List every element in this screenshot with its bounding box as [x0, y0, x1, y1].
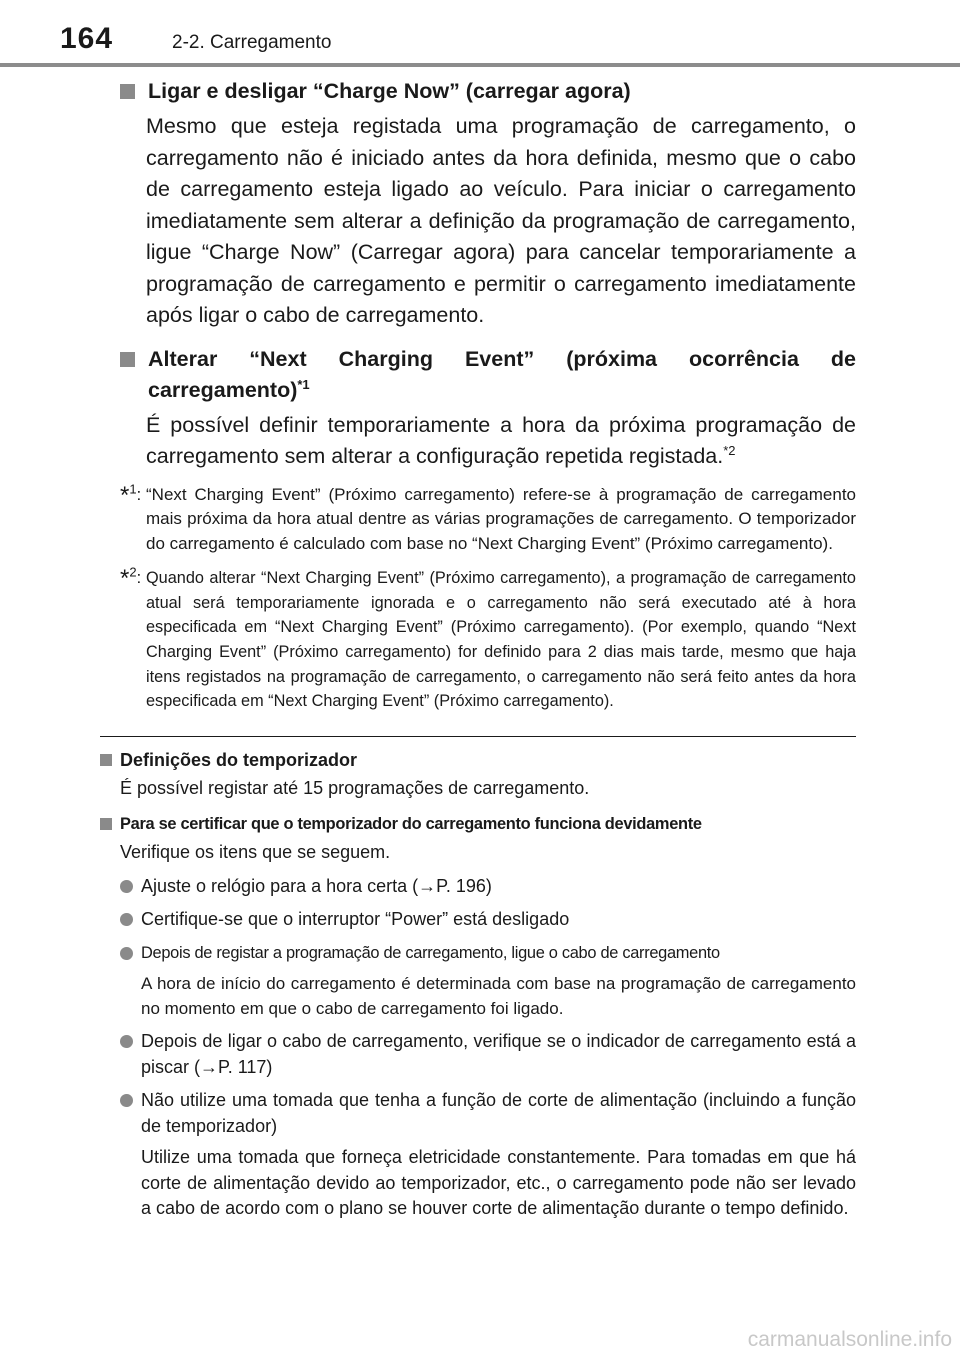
square-bullet-icon [100, 754, 112, 766]
main-content [100, 76, 856, 1222]
round-bullet-icon [120, 913, 133, 926]
heading-next-charging-event-text: Alterar “Next Charging Event” (próxima ocorrência de carregamento) [148, 346, 856, 402]
list-item-detail: A hora de início do carregamento é determinada com base na programação de carregamento no momento em que o cabo de carregamento foi ligado. [141, 974, 856, 1018]
footnote-text: Quando alterar “Next Charging Event” (Próximo carregamento), a programação de carregamento atual será temporariamente ignorada e o carregamento não será executado até à hora especificada em “Next Charging Event” (Próximo carregamento). (Por exemplo, quando “Next Charging Event” (Próximo carregamento) for definido para 2 dias mais tarde, mesmo que haja itens registados na programação de carregamento, o carregamento não será feito antes da hora especificada em “Next Charging Event” (Próximo carregamento). [146, 569, 856, 711]
list-item: Ajuste o relógio para a hora certa (→P. 196) [100, 874, 856, 900]
note-heading-check: Para se certificar que o temporizador do carregamento funciona devidamente [100, 811, 856, 837]
note-heading-timer: Definições do temporizador [100, 747, 856, 773]
next-charging-event-paragraph [146, 410, 856, 473]
divider [100, 736, 856, 737]
footnote-ref: *1 [297, 376, 310, 392]
footnote-mark: *$^2$: [119, 564, 146, 593]
round-bullet-icon [120, 1035, 133, 1048]
round-bullet-icon [120, 880, 133, 893]
notes-section [100, 747, 856, 1222]
round-bullet-icon [120, 947, 133, 960]
square-bullet-icon [100, 818, 112, 830]
square-bullet-icon [120, 352, 135, 367]
note-check-intro: Verifique os itens que se seguem. [120, 842, 391, 863]
heading-charge-now [100, 76, 856, 107]
note-timer-text: É possível registar até 15 programações de carregamento. [120, 777, 590, 798]
heading-next-charging-event [100, 344, 856, 406]
page-number: 164 [60, 22, 114, 55]
list-item: Certifique-se que o interruptor “Power” está desligado [100, 907, 856, 933]
watermark: carmanualsonline.info [747, 1328, 952, 1351]
header-rule [0, 63, 960, 67]
charge-now-paragraph: Mesmo que esteja registada uma programação de carregamento, o carregamento não é iniciado antes da hora definida, mesmo que o cabo de carregamento esteja ligado ao veículo. Para iniciar o carregamento imediatamente sem alterar a definição da programação de carregamento, ligue “Charge Now” (Carregar agora) para cancelar temporariamente a programação de carregamento e permitir o carregamento imediatamente após ligar o cabo de carregamento. [146, 114, 856, 327]
heading-charge-now-text: Ligar e desligar “Charge Now” (carregar agora) [148, 79, 631, 103]
round-bullet-icon [120, 1094, 133, 1107]
list-item: Depois de registar a programação de carregamento, ligue o cabo de carregamento [100, 941, 856, 967]
list-item: Depois de ligar o cabo de carregamento, verifique se o indicador de carregamento está a piscar (→P. 117) [100, 1029, 856, 1080]
list-item: Não utilize uma tomada que tenha a função de corte de alimentação (incluindo a função de temporizador) [100, 1088, 856, 1139]
section-title: 2-2. Carregamento [172, 32, 332, 53]
footnote-mark: *$^1$: [119, 480, 146, 509]
footnote-ref: *2 [723, 442, 736, 458]
footnote-1 [100, 480, 856, 557]
footnote-2 [100, 566, 856, 714]
list-item-detail: Utilize uma tomada que forneça eletricidade constantemente. Para tomadas em que há corte de alimentação devido ao temporizador, etc., o carregamento pode não ser levado a cabo de acordo com o plano se houver corte de alimentação durante o tempo definido. [141, 1147, 856, 1219]
next-charging-event-text: É possível definir temporariamente a hora da próxima programação de carregamento sem alterar a configuração repetida registada. [146, 412, 856, 468]
square-bullet-icon [120, 84, 135, 99]
footnote-text: “Next Charging Event” (Próximo carregamento) refere-se à programação de carregamento mais próxima da hora atual dentre as várias programações de carregamento. O temporizador do carregamento é calculado com base no “Next Charging Event” (Próximo carregamento). [146, 484, 856, 553]
